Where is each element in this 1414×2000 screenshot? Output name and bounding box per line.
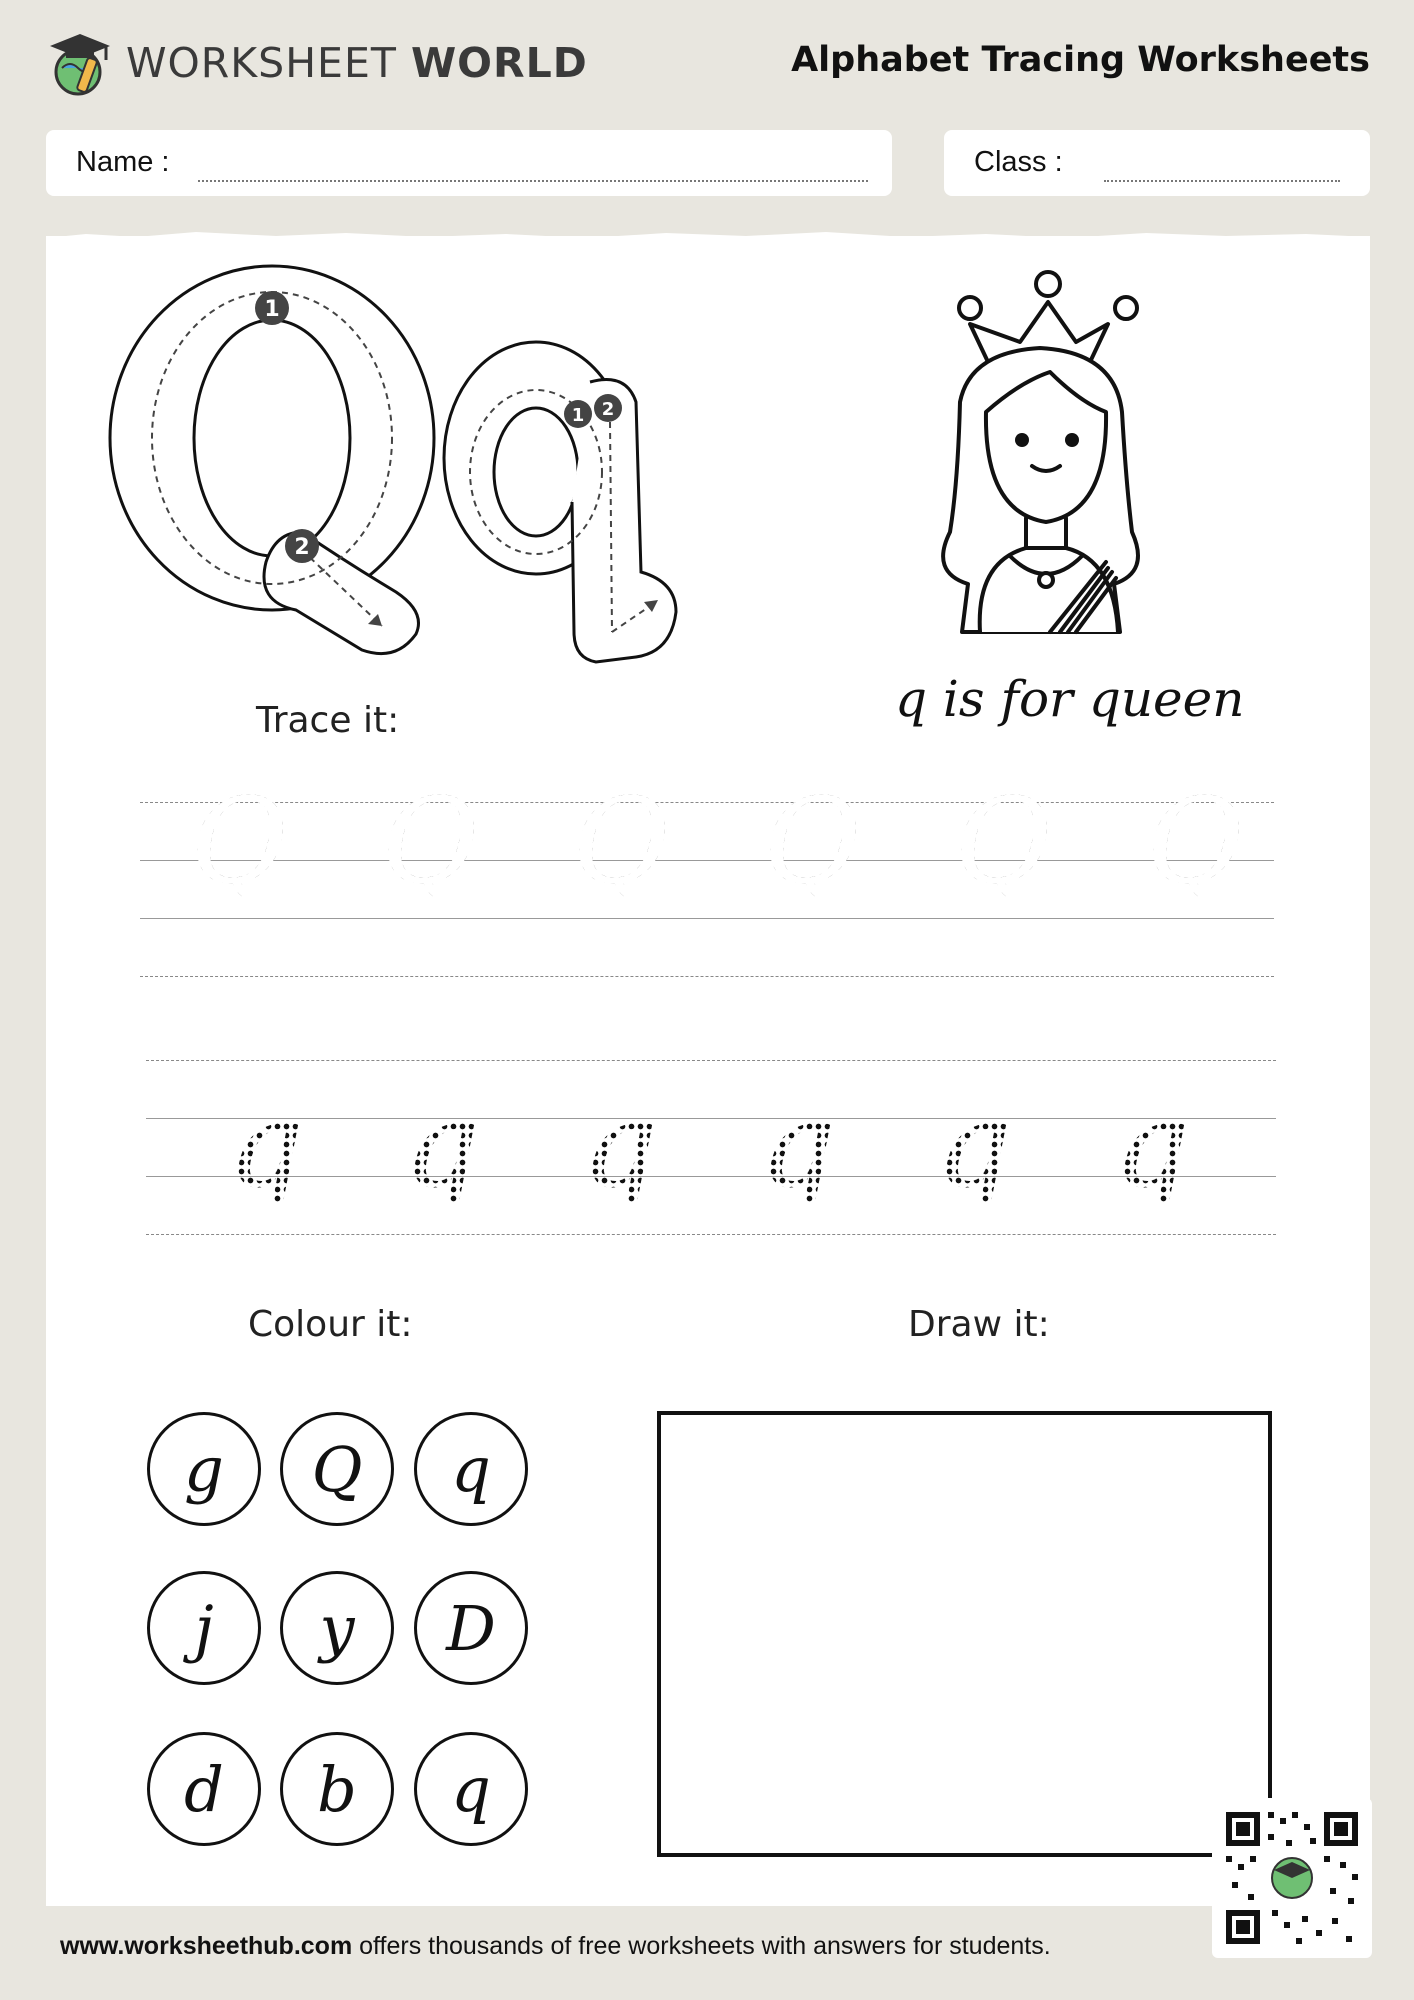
brand-logo <box>48 28 588 98</box>
brand-name: WORKSHEET WORLD <box>126 39 588 87</box>
trace-letter-upper[interactable]: Q <box>763 772 860 910</box>
stroke-number: 2 <box>601 399 615 420</box>
letter-caption: q is for queen <box>895 670 1245 728</box>
colour-letter-circle[interactable]: Q <box>280 1412 394 1526</box>
trace-letter-upper[interactable]: Q <box>954 772 1051 910</box>
stroke-number: 1 <box>571 405 585 426</box>
trace-letter-upper[interactable]: Q <box>572 772 669 910</box>
colour-letter-circle[interactable]: y <box>280 1571 394 1685</box>
colour-letter-circle[interactable]: d <box>147 1732 261 1846</box>
colour-letter-circle[interactable]: q <box>414 1412 528 1526</box>
draw-label: Draw it: <box>908 1304 1050 1345</box>
footer-text: www.worksheethub.com offers thousands of free worksheets with answers for students. <box>60 1932 1051 1960</box>
worksheet-title: Alphabet Tracing Worksheets <box>791 40 1370 80</box>
name-write-line[interactable] <box>198 180 868 182</box>
qr-code-icon <box>1212 1798 1372 1958</box>
trace-letter-lower[interactable]: q <box>228 1076 304 1214</box>
class-label: Class : <box>974 146 1063 178</box>
stroke-number: 2 <box>294 535 310 560</box>
class-write-line[interactable] <box>1104 180 1340 182</box>
colour-letter-circle[interactable]: g <box>147 1412 261 1526</box>
name-label: Name : <box>76 146 170 178</box>
drawing-area[interactable] <box>657 1411 1272 1857</box>
q-guide-path <box>152 292 392 584</box>
trace-letter-lower[interactable]: q <box>582 1076 658 1214</box>
queen-icon <box>900 262 1180 642</box>
trace-letter-lower[interactable]: q <box>760 1076 836 1214</box>
stroke-number-icon <box>255 291 319 563</box>
trace-letter-upper[interactable]: Q <box>190 772 287 910</box>
guide-line <box>140 976 1274 977</box>
trace-letter-lower[interactable]: q <box>404 1076 480 1214</box>
stroke-number: 1 <box>264 297 280 322</box>
colour-letter-circle[interactable]: q <box>414 1732 528 1846</box>
letter-outline-display <box>96 262 696 672</box>
colour-letter-circle[interactable]: D <box>414 1571 528 1685</box>
name-field[interactable] <box>46 130 892 196</box>
trace-label: Trace it: <box>256 700 400 741</box>
lowercase-outline <box>444 342 676 662</box>
trace-letter-lower[interactable]: q <box>1114 1076 1190 1214</box>
class-field[interactable] <box>944 130 1370 196</box>
trace-letter-upper[interactable]: Q <box>1146 772 1243 910</box>
trace-letter-upper[interactable]: Q <box>381 772 478 910</box>
colour-label: Colour it: <box>248 1304 413 1345</box>
trace-row-lower[interactable] <box>146 1056 1276 1236</box>
trace-letter-lower[interactable]: q <box>936 1076 1012 1214</box>
graduation-cap-globe-icon <box>48 28 112 98</box>
trace-row-upper[interactable] <box>140 798 1274 922</box>
colour-letter-circle[interactable]: j <box>147 1571 261 1685</box>
footer-link[interactable]: www.worksheethub.com <box>60 1932 353 1960</box>
colour-letter-circle[interactable]: b <box>280 1732 394 1846</box>
